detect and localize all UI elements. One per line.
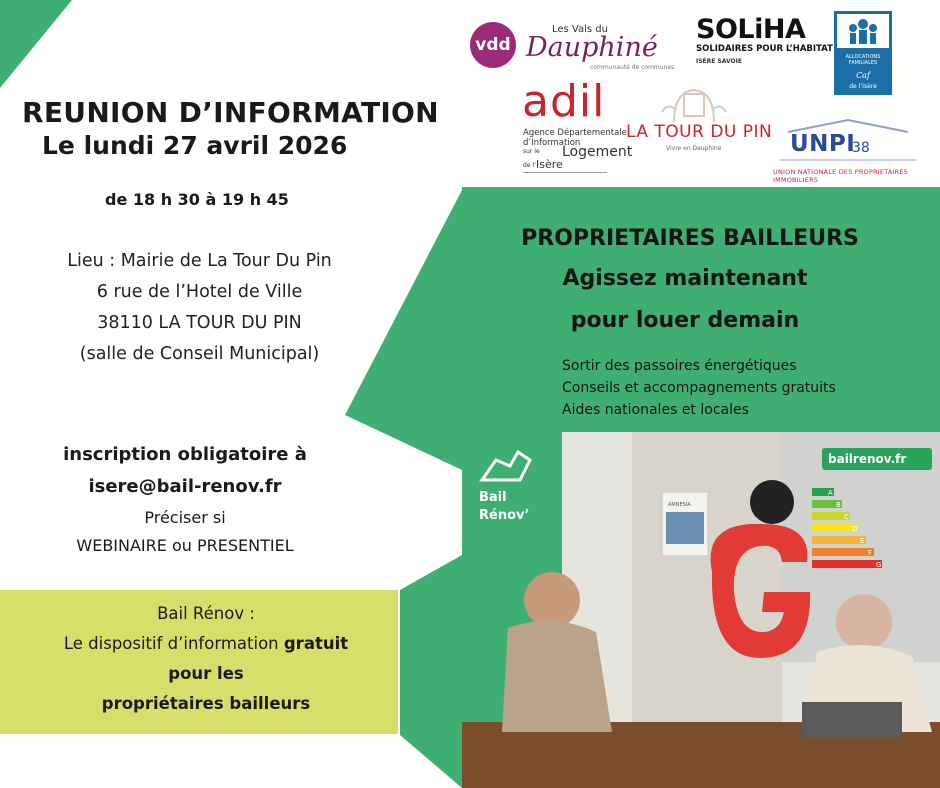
- caf-name: Caf: [856, 71, 870, 80]
- adil-line-1: Agence Départementale: [523, 128, 627, 138]
- vdd-logo-name: Dauphiné: [526, 32, 658, 63]
- venue-block: [22, 246, 377, 370]
- energy-label-b: B: [836, 501, 841, 509]
- caf-line-1: ALLOCATIONS: [845, 54, 881, 60]
- energy-label-e: E: [860, 537, 865, 545]
- caf-region: de l’Isère: [849, 83, 877, 90]
- bail-renov-title: Bail Rénov :: [157, 604, 255, 623]
- adil-line-3: sur le: [523, 148, 540, 155]
- bail-renov-description: [0, 634, 412, 653]
- adil-line-4: de l’: [523, 162, 536, 169]
- caf-text-1: [834, 54, 892, 66]
- adil-logo: adil: [522, 76, 606, 127]
- panel-heading: PROPRIETAIRES BAILLEURS: [521, 226, 859, 251]
- venue-line-4: (salle de Conseil Municipal): [79, 344, 320, 364]
- bail-renov-line-3: pour les: [168, 664, 244, 683]
- soliha-sub2: ISÈRE SAVOIE: [696, 58, 742, 65]
- vdd-logo-small: Les Vals du: [552, 24, 608, 35]
- vdd-logo-sub: communauté de communes: [590, 64, 675, 71]
- bailrenov-url-badge[interactable]: bailrenov.fr: [822, 448, 932, 470]
- tdp-logo: LA TOUR DU PIN: [626, 122, 773, 142]
- energy-label-c: C: [844, 513, 849, 521]
- bail-renov-logo-line-2: Rénov’: [479, 508, 530, 523]
- caf-family-icon: [837, 14, 889, 48]
- vdd-logo-mark: vdd: [470, 22, 516, 68]
- unpi-sub: UNION NATIONALE DES PROPRIETAIRES IMMOBILIERS: [773, 168, 908, 184]
- unpi-number: 38: [852, 140, 870, 156]
- panel-bullet-2: Conseils et accompagnements gratuits: [562, 380, 836, 396]
- energy-label-d: D: [852, 525, 858, 533]
- adil-logement: Logement: [562, 144, 633, 160]
- panel-tagline-1: Agissez maintenant: [562, 266, 808, 291]
- energy-label-g: G: [876, 561, 882, 569]
- panel-bullet-3: Aides nationales et locales: [562, 402, 749, 418]
- event-date: Le lundi 27 avril 2026: [42, 131, 348, 160]
- event-time: de 18 h 30 à 19 h 45: [105, 190, 289, 209]
- soliha-logo: SOLiHA: [696, 14, 806, 45]
- poster-label: AMNESIA: [668, 502, 691, 508]
- tdp-sub: Vivre en Dauphiné: [666, 145, 722, 152]
- energy-label-f: F: [868, 549, 873, 557]
- bail-renov-desc-prefix: Le dispositif d’information: [63, 634, 284, 653]
- campaign-photo-illustration: [462, 432, 940, 788]
- registration-label: inscription obligatoire à: [63, 444, 307, 465]
- panel-tagline-2: pour louer demain: [570, 308, 800, 333]
- adil-isere: Isère: [536, 158, 563, 171]
- panel-bullets: [562, 355, 836, 421]
- panel-bullet-1: Sortir des passoires énergétiques: [562, 358, 797, 374]
- adil-underline: [523, 172, 607, 173]
- bail-renov-logo-line-1: Bail: [479, 490, 507, 505]
- registration-note-1: Préciser si: [144, 508, 226, 527]
- campaign-photo: [462, 432, 940, 788]
- bail-renov-line-4: propriétaires bailleurs: [101, 694, 311, 713]
- adil-line-2: d’Information: [523, 138, 581, 148]
- bail-renov-desc-bold: gratuit: [283, 634, 349, 653]
- venue-line-3: 38110 LA TOUR DU PIN: [97, 313, 302, 333]
- venue-line-2: 6 rue de l’Hotel de Ville: [96, 282, 303, 302]
- soliha-sub: SOLIDAIRES POUR L’HABITAT: [696, 44, 833, 54]
- energy-label-a: A: [828, 489, 833, 497]
- unpi-logo: UNPI: [790, 131, 856, 157]
- caf-line-2: FAMILIALES: [848, 60, 878, 66]
- registration-email[interactable]: isere@bail-renov.fr: [88, 476, 282, 497]
- registration-note-2: WEBINAIRE ou PRESENTIEL: [76, 536, 294, 555]
- page-title: REUNION D’INFORMATION: [22, 96, 439, 129]
- top-left-green-triangle: [0, 0, 72, 88]
- venue-line-1: Lieu : Mairie de La Tour Du Pin: [67, 251, 332, 271]
